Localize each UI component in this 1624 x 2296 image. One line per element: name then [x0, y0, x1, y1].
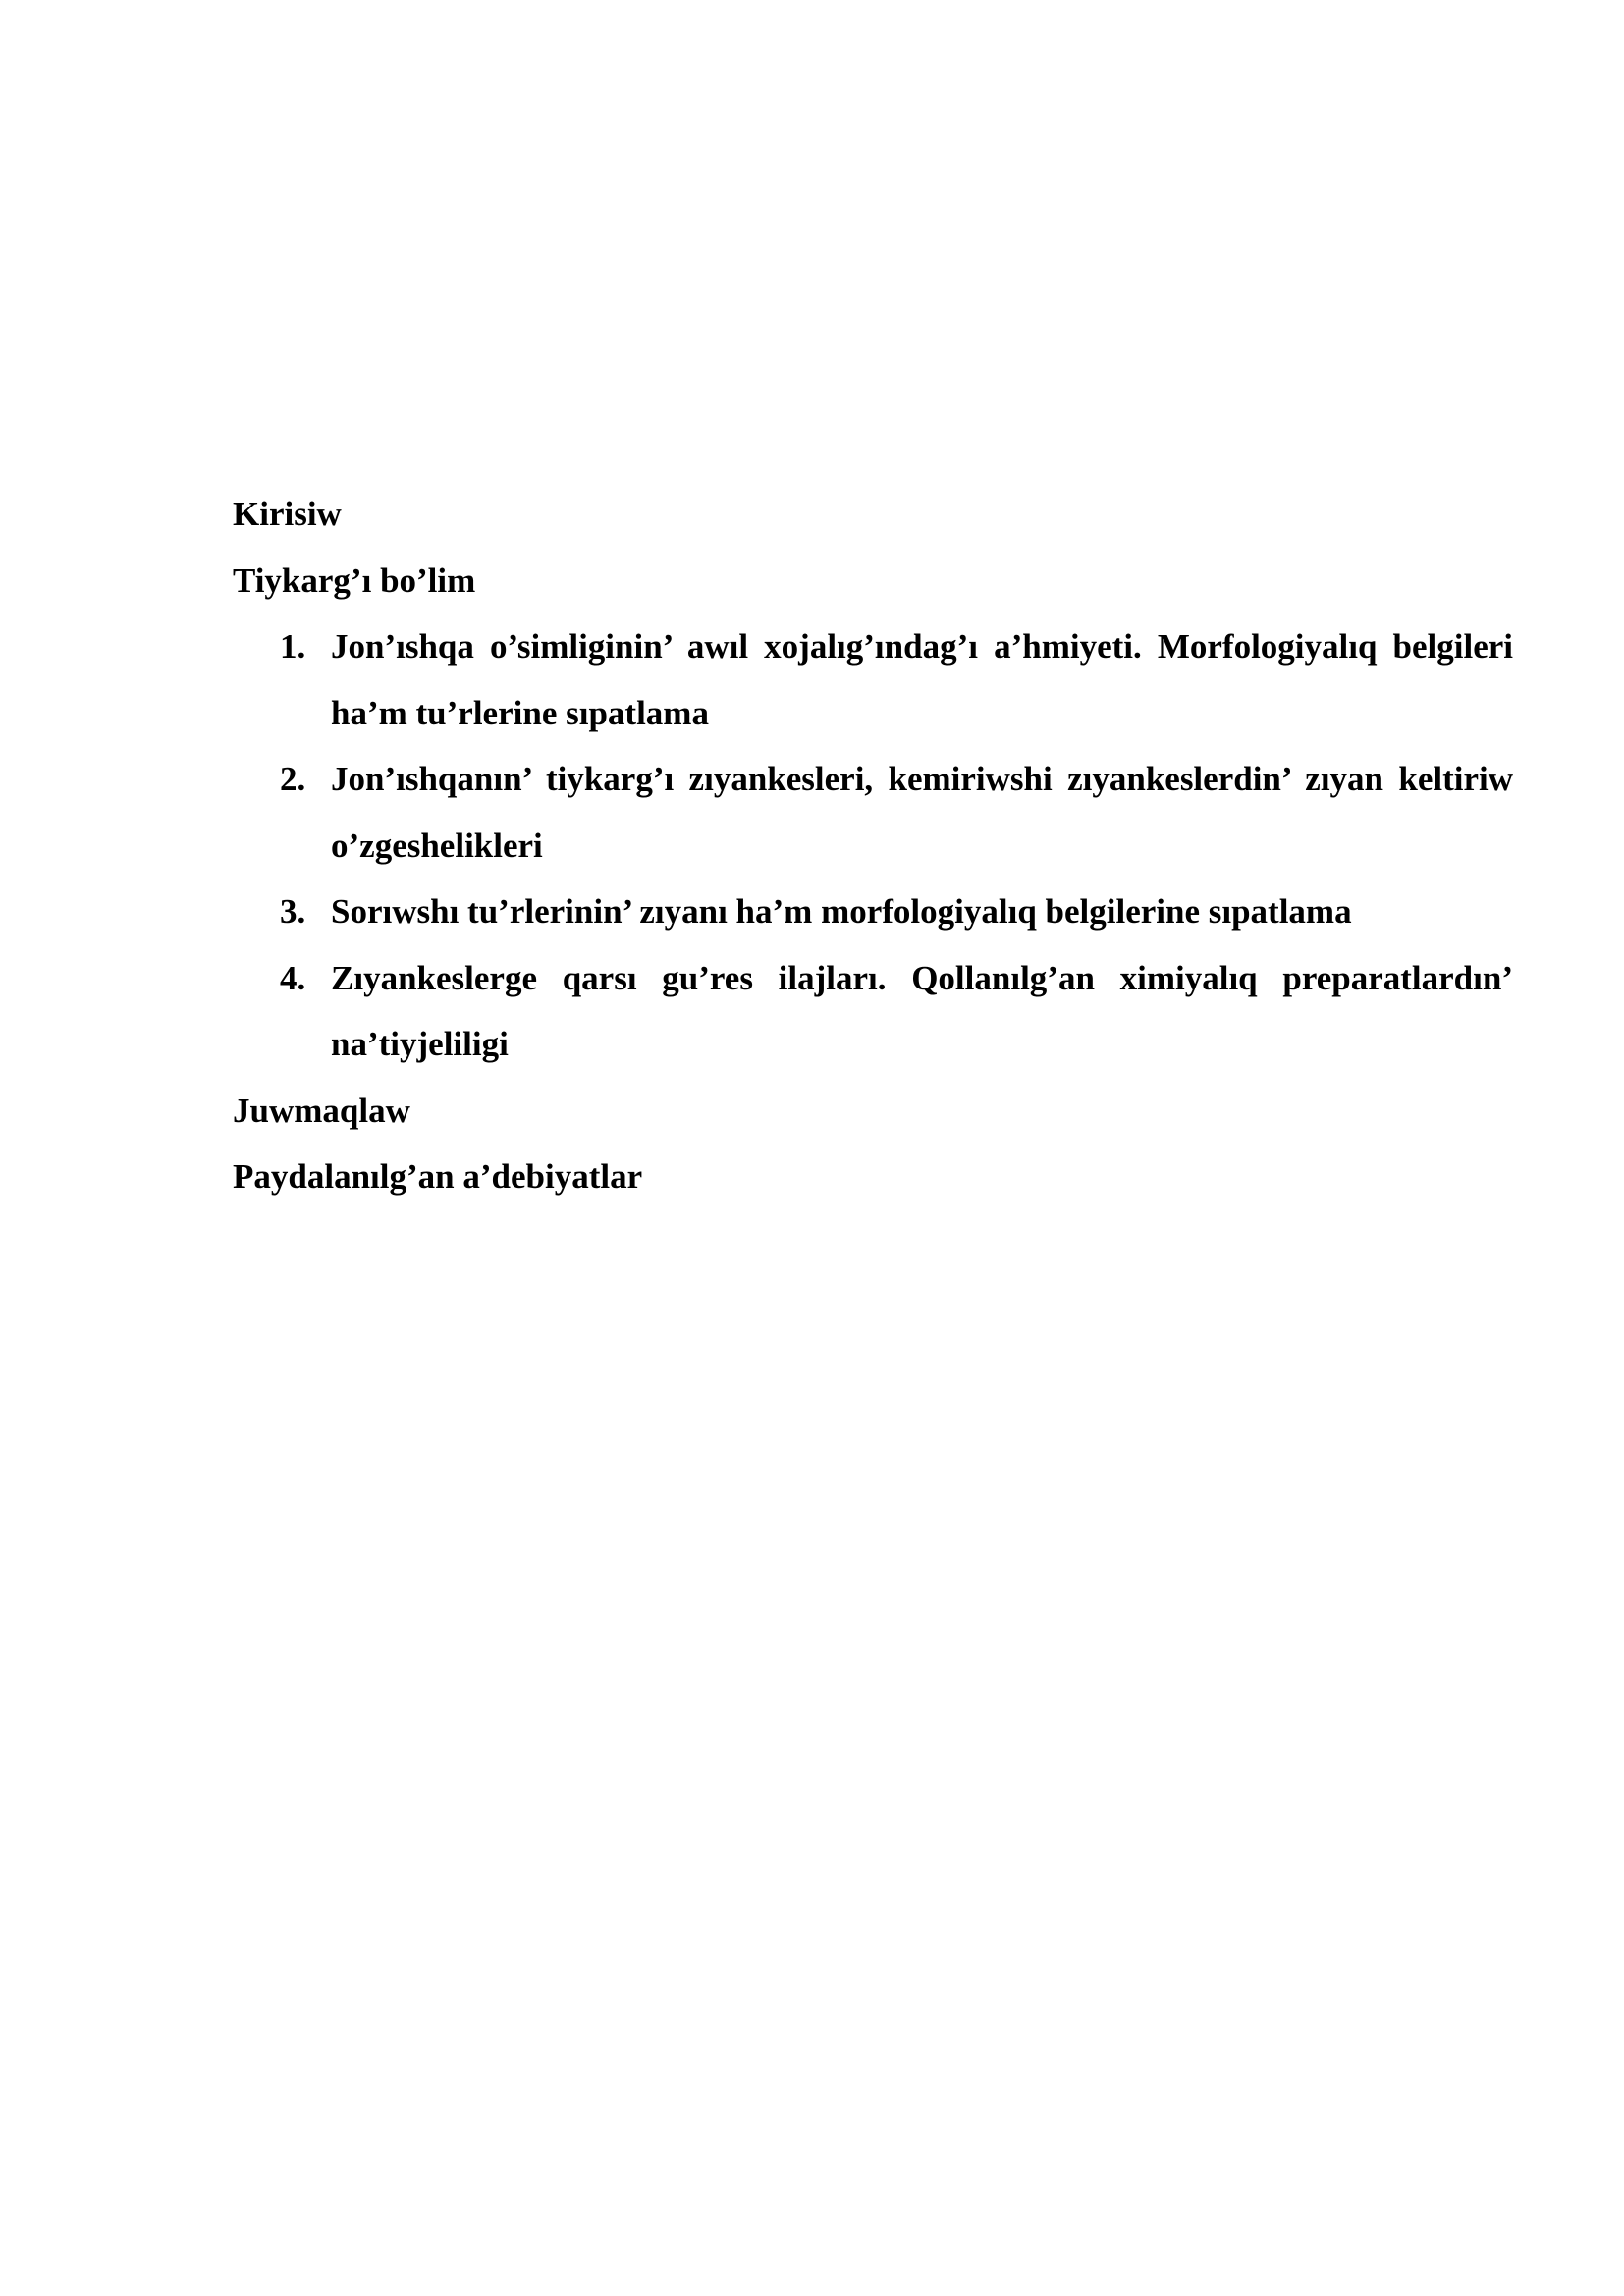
chapter-number: 1.	[280, 627, 306, 666]
toc-conclusion: Juwmaqlaw	[233, 1091, 410, 1130]
toc-references: Paydalanılg’an a’debiyatlar	[233, 1157, 643, 1196]
chapter-number: 3.	[280, 892, 306, 931]
toc-main-part: Tiykarg’ı bo’lim	[233, 561, 476, 600]
toc-chapter-item	[233, 945, 1513, 1078]
chapter-title: Jon’ıshqanın’ tiykarg’ı zıyankesleri, kemiriwshi zıyankeslerdin’ zıyan keltiriw o’zgeshelikleri	[331, 760, 1513, 865]
chapter-title: Zıyankeslerge qarsı gu’res ilajları. Qollanılg’an ximiyalıq preparatlardın’ na’tiyjeliligi	[331, 958, 1513, 1063]
toc-chapter-item	[233, 879, 1513, 945]
chapter-number: 4.	[280, 958, 306, 997]
toc-chapter-item	[233, 614, 1513, 746]
chapter-title: Sorıwshı tu’rlerinin’ zıyanı ha’m morfologiyalıq belgilerine sıpatlama	[331, 892, 1352, 931]
toc-chapter-list	[233, 614, 1513, 1078]
chapter-number: 2.	[280, 760, 306, 798]
toc-intro: Kirisiw	[233, 495, 342, 533]
toc-chapter-item	[233, 746, 1513, 879]
table-of-contents	[233, 481, 1513, 1210]
chapter-title: Jon’ıshqa o’simliginin’ awıl xojalıg’ındag’ı a’hmiyeti. Morfologiyalıq belgileri ha’m tu’rlerine sıpatlama	[331, 627, 1513, 732]
